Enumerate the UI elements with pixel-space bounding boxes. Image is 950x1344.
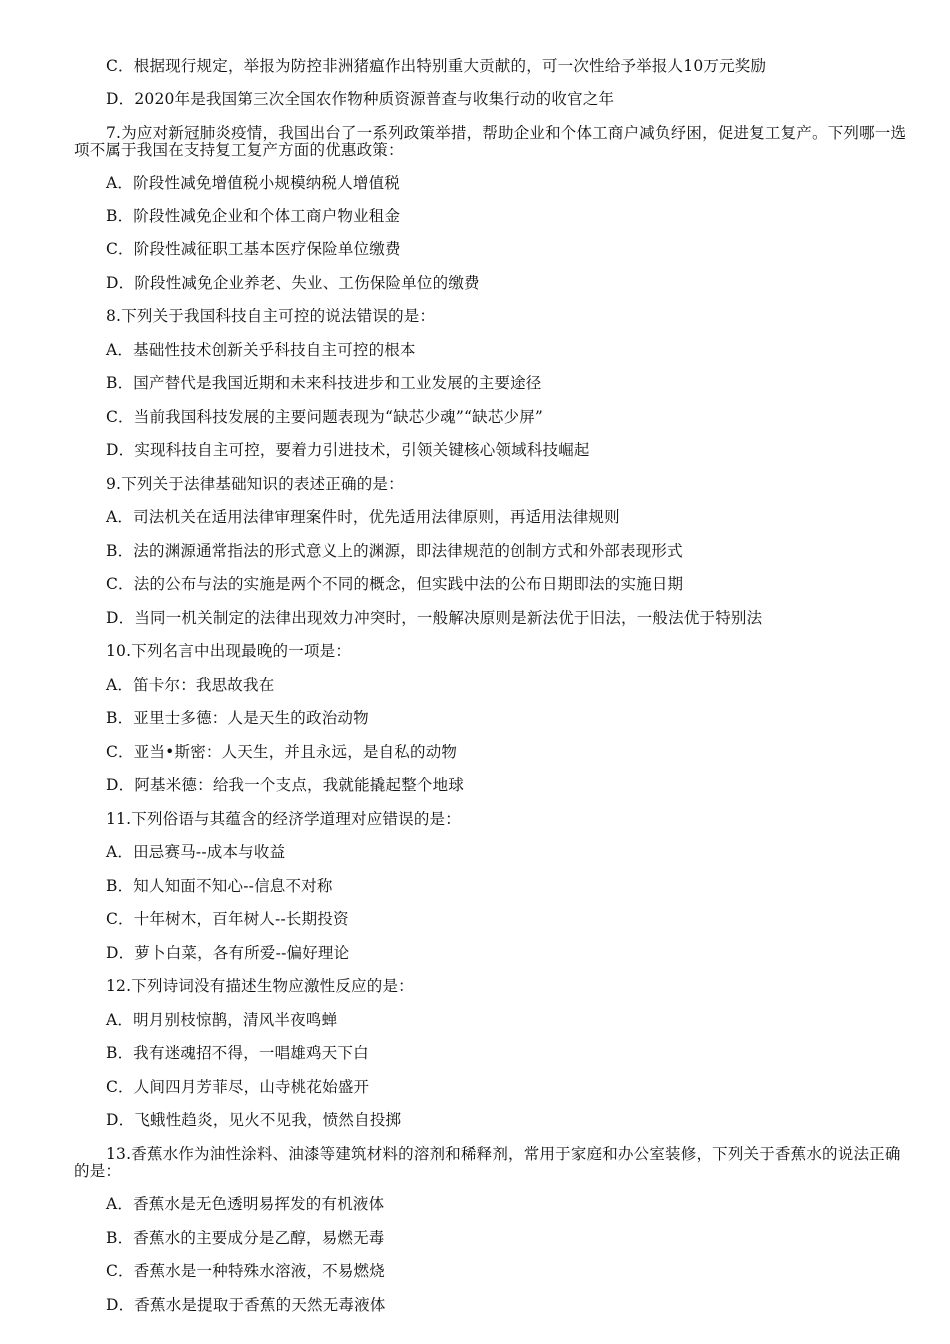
q7-stem-line2: 项不属于我国在支持复工复产方面的优惠政策： [74,141,404,159]
q6-option-d: D．2020年是我国第三次全国农作物种质资源普查与收集行动的收官之年 [106,90,615,108]
q11-option-a: A．田忌赛马--成本与收益 [106,843,286,861]
q8-option-b: B．国产替代是我国近期和未来科技进步和工业发展的主要途径 [106,374,542,392]
q7-stem-line1: 7.为应对新冠肺炎疫情，我国出台了一系列政策举措，帮助企业和个体工商户减负纾困，促进复工复产。下列哪一选 [106,124,907,142]
q10-stem: 10.下列名言中出现最晚的一项是： [106,642,352,660]
q9-option-a: A．司法机关在适用法律审理案件时，优先适用法律原则，再适用法律规则 [106,508,620,526]
q8-option-d: D．实现科技自主可控，要着力引进技术，引领关键核心领域科技崛起 [106,441,590,459]
q8-option-a: A．基础性技术创新关乎科技自主可控的根本 [106,341,416,359]
q11-stem: 11.下列俗语与其蕴含的经济学道理对应错误的是： [106,810,461,828]
q13-option-a: A．香蕉水是无色透明易挥发的有机液体 [106,1195,385,1213]
q13-stem-line1: 13.香蕉水作为油性涂料、油漆等建筑材料的溶剂和稀释剂，常用于家庭和办公室装修，下列关于香蕉水的说法正确 [106,1145,901,1163]
q11-option-d: D．萝卜白菜，各有所爱--偏好理论 [106,944,350,962]
q13-stem-line2: 的是： [74,1162,122,1180]
q13-option-d: D．香蕉水是提取于香蕉的天然无毒液体 [106,1296,386,1314]
q10-option-a: A．笛卡尔：我思故我在 [106,676,275,694]
q12-option-a: A．明月别枝惊鹊，清风半夜鸣蝉 [106,1011,338,1029]
q11-option-b: B．知人知面不知心--信息不对称 [106,877,333,895]
q7-option-c: C．阶段性减征职工基本医疗保险单位缴费 [106,240,401,258]
q12-option-b: B．我有迷魂招不得，一唱雄鸡天下白 [106,1044,369,1062]
q6-option-c: C．根据现行规定，举报为防控非洲猪瘟作出特别重大贡献的，可一次性给予举报人10万元奖励 [106,57,767,75]
q13-option-b: B．香蕉水的主要成分是乙醇，易燃无毒 [106,1229,385,1247]
q8-option-c: C．当前我国科技发展的主要问题表现为“缺芯少魂”“缺芯少屏” [106,408,544,426]
q11-option-c: C．十年树木，百年树人--长期投资 [106,910,349,928]
q10-option-b: B．亚里士多德：人是天生的政治动物 [106,709,369,727]
q12-stem: 12.下列诗词没有描述生物应激性反应的是： [106,977,414,995]
q9-option-c: C．法的公布与法的实施是两个不同的概念，但实践中法的公布日期即法的实施日期 [106,575,684,593]
q10-option-d: D．阿基米德：给我一个支点，我就能撬起整个地球 [106,776,465,794]
q7-option-a: A．阶段性减免增值税小规模纳税人增值税 [106,174,400,192]
q9-option-d: D．当同一机关制定的法律出现效力冲突时，一般解决原则是新法优于旧法，一般法优于特别法 [106,609,763,627]
q7-option-d: D．阶段性减免企业养老、失业、工伤保险单位的缴费 [106,274,480,292]
q9-option-b: B．法的渊源通常指法的形式意义上的渊源，即法律规范的创制方式和外部表现形式 [106,542,683,560]
q7-option-b: B．阶段性减免企业和个体工商户物业租金 [106,207,401,225]
q13-option-c: C．香蕉水是一种特殊水溶液，不易燃烧 [106,1262,385,1280]
q12-option-d: D．飞蛾性趋炎，见火不见我，愤然自投掷 [106,1111,402,1129]
q10-option-c: C．亚当•斯密：人天生，并且永远，是自私的动物 [106,743,458,761]
q9-stem: 9.下列关于法律基础知识的表述正确的是： [106,475,404,493]
q12-option-c: C．人间四月芳菲尽，山寺桃花始盛开 [106,1078,370,1096]
q8-stem: 8.下列关于我国科技自主可控的说法错误的是： [106,307,436,325]
